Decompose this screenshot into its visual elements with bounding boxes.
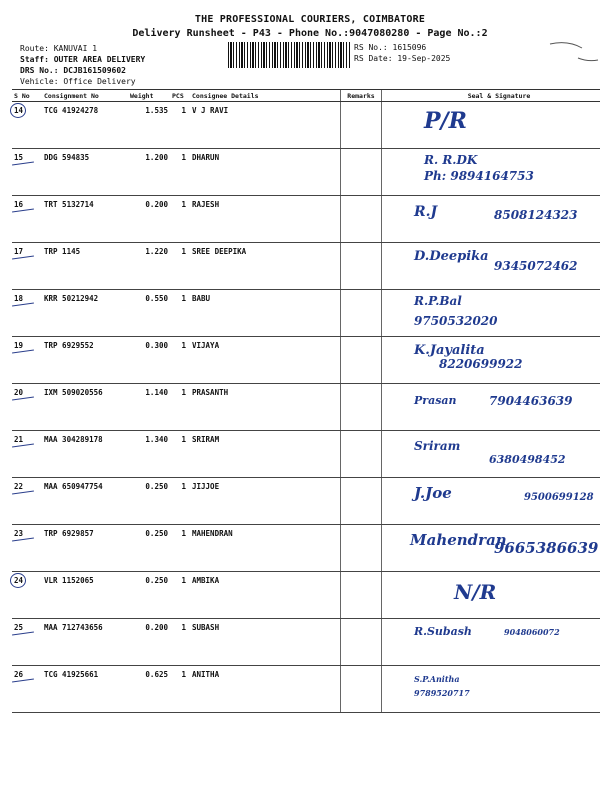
row-remarks [341, 290, 382, 337]
row-seal [382, 384, 600, 431]
row-consignment: TRP 6929552 [42, 337, 128, 384]
row-sno [12, 619, 42, 666]
row-sno [12, 384, 42, 431]
row-pcs: 1 [170, 337, 190, 384]
row-remarks [341, 243, 382, 290]
row-sno [12, 290, 42, 337]
row-pcs: 1 [170, 525, 190, 572]
row-sno-value: 25 [14, 623, 24, 632]
rs-number: RS No.: 1615096 [354, 43, 427, 52]
row-sno [12, 102, 42, 149]
row-remarks [341, 149, 382, 196]
row-consignee: V J RAVI [190, 102, 341, 149]
handwritten-phone: 9750532020 [414, 314, 498, 328]
table-row [12, 290, 600, 337]
handwritten-phone: 8220699922 [439, 357, 523, 371]
row-consignee: VIJAYA [190, 337, 341, 384]
table-row [12, 525, 600, 572]
row-sno-value: 22 [14, 482, 24, 491]
row-consignment: MAA 304289178 [42, 431, 128, 478]
row-consignment: MAA 712743656 [42, 619, 128, 666]
row-sno [12, 243, 42, 290]
row-weight: 1.200 [128, 149, 170, 196]
row-remarks [341, 525, 382, 572]
row-remarks [341, 102, 382, 149]
underline-mark-icon [12, 443, 34, 447]
row-sno [12, 666, 42, 713]
underline-mark-icon [12, 208, 34, 212]
handwritten-signature: R.J [414, 204, 438, 220]
table-row [12, 337, 600, 384]
row-consignee: DHARUN [190, 149, 341, 196]
row-weight: 1.340 [128, 431, 170, 478]
row-pcs: 1 [170, 384, 190, 431]
row-weight: 1.220 [128, 243, 170, 290]
row-seal [382, 572, 600, 619]
underline-mark-icon [12, 490, 34, 494]
handwritten-signature: D.Deepika [414, 249, 489, 264]
table-row [12, 196, 600, 243]
staff-label: Staff: OUTER AREA DELIVERY [20, 55, 146, 64]
underline-mark-icon [12, 349, 34, 353]
row-weight: 0.250 [128, 478, 170, 525]
table-row [12, 149, 600, 196]
row-pcs: 1 [170, 572, 190, 619]
table-row [12, 572, 600, 619]
row-sno [12, 431, 42, 478]
col-consignee: Consignee Details [190, 90, 341, 102]
row-sno-value: 16 [14, 200, 24, 209]
underline-mark-icon [12, 678, 34, 682]
barcode [228, 42, 350, 68]
row-consignment: DDG 594835 [42, 149, 128, 196]
row-seal [382, 619, 600, 666]
handwritten-signature: Prasan [414, 394, 457, 407]
row-pcs: 1 [170, 196, 190, 243]
table-row [12, 619, 600, 666]
row-remarks [341, 196, 382, 243]
col-weight: Weight [128, 90, 170, 102]
row-sno-value: 21 [14, 435, 24, 444]
row-sno-value: 24 [14, 576, 24, 585]
row-sno [12, 149, 42, 196]
row-consignee: BABU [190, 290, 341, 337]
handwritten-phone: 9789520717 [414, 688, 470, 698]
pen-mark-icon [548, 38, 600, 68]
handwritten-signature: Mahendran [410, 531, 507, 549]
row-seal [382, 290, 600, 337]
row-remarks [341, 619, 382, 666]
handwritten-phone: 9048060072 [504, 627, 560, 637]
row-consignment: TRP 1145 [42, 243, 128, 290]
row-remarks [341, 384, 382, 431]
row-sno-value: 23 [14, 529, 24, 538]
handwritten-phone: 7904463639 [489, 394, 573, 408]
row-sno-value: 26 [14, 670, 24, 679]
row-pcs: 1 [170, 431, 190, 478]
table-row [12, 431, 600, 478]
row-seal [382, 478, 600, 525]
underline-mark-icon [12, 161, 34, 165]
row-sno [12, 337, 42, 384]
row-consignment: TCG 41924278 [42, 102, 128, 149]
handwritten-phone: 9500699128 [524, 492, 594, 503]
row-sno-value: 17 [14, 247, 24, 256]
underline-mark-icon [12, 302, 34, 306]
row-consignee: MAHENDRAN [190, 525, 341, 572]
row-pcs: 1 [170, 619, 190, 666]
handwritten-signature: R.P.Bal [414, 294, 462, 308]
row-consignment: MAA 650947754 [42, 478, 128, 525]
row-weight: 1.535 [128, 102, 170, 149]
row-consignee: SREE DEEPIKA [190, 243, 341, 290]
row-sno-value: 20 [14, 388, 24, 397]
row-sno [12, 572, 42, 619]
row-pcs: 1 [170, 290, 190, 337]
row-remarks [341, 431, 382, 478]
company-title: THE PROFESSIONAL COURIERS, COIMBATORE [194, 14, 426, 25]
row-weight: 0.625 [128, 666, 170, 713]
route-meta [20, 43, 145, 87]
handwritten-phone: 9665386639 [494, 539, 599, 557]
row-sno [12, 196, 42, 243]
table-row [12, 384, 600, 431]
handwritten-signature: N/R [454, 580, 497, 604]
row-pcs: 1 [170, 102, 190, 149]
circle-mark-icon [10, 103, 26, 118]
row-consignee: SRIRAM [190, 431, 341, 478]
table-row [12, 243, 600, 290]
underline-mark-icon [12, 255, 34, 259]
circle-mark-icon [10, 573, 26, 588]
row-consignment: TRT 5132714 [42, 196, 128, 243]
col-pcs: PCS [170, 90, 190, 102]
underline-mark-icon [12, 396, 34, 400]
col-remarks: Remarks [341, 90, 382, 102]
row-consignee: JIJJOE [190, 478, 341, 525]
row-pcs: 1 [170, 478, 190, 525]
handwritten-signature: J.Joe [414, 484, 452, 502]
row-seal [382, 149, 600, 196]
runsheet-table [12, 89, 600, 713]
row-consignee: ANITHA [190, 666, 341, 713]
row-pcs: 1 [170, 666, 190, 713]
row-weight: 0.200 [128, 196, 170, 243]
row-seal [382, 431, 600, 478]
underline-mark-icon [12, 537, 34, 541]
row-consignee: RAJESH [190, 196, 341, 243]
row-sno-value: 18 [14, 294, 24, 303]
row-remarks [341, 666, 382, 713]
row-seal [382, 243, 600, 290]
row-consignee: SUBASH [190, 619, 341, 666]
table-row [12, 478, 600, 525]
row-seal [382, 337, 600, 384]
row-pcs: 1 [170, 149, 190, 196]
handwritten-signature: P/R [424, 108, 467, 134]
row-weight: 0.550 [128, 290, 170, 337]
row-weight: 1.140 [128, 384, 170, 431]
handwritten-phone: 9345072462 [494, 259, 578, 273]
row-consignment: VLR 1152065 [42, 572, 128, 619]
row-pcs: 1 [170, 243, 190, 290]
row-weight: 0.250 [128, 572, 170, 619]
col-consignment: Consignment No [42, 90, 128, 102]
handwritten-signature: R. R.DK [424, 153, 478, 167]
row-seal [382, 196, 600, 243]
rs-info [354, 42, 450, 64]
row-sno [12, 478, 42, 525]
handwritten-phone: Ph: 9894164753 [424, 169, 534, 183]
rs-date: RS Date: 19-Sep-2025 [354, 54, 451, 63]
row-consignment: TCG 41925661 [42, 666, 128, 713]
col-seal: Seal & Signature [382, 90, 600, 102]
row-consignee: PRASANTH [190, 384, 341, 431]
row-consignment: TRP 6929857 [42, 525, 128, 572]
row-sno-value: 15 [14, 153, 24, 162]
table-row [12, 102, 600, 149]
row-consignee: AMBIKA [190, 572, 341, 619]
row-sno [12, 525, 42, 572]
row-remarks [341, 572, 382, 619]
table-header-row [12, 90, 600, 102]
row-weight: 0.200 [128, 619, 170, 666]
row-consignment: KRR 50212942 [42, 290, 128, 337]
col-sno: S No [12, 90, 42, 102]
row-remarks [341, 478, 382, 525]
row-remarks [341, 337, 382, 384]
row-seal [382, 525, 600, 572]
handwritten-signature: R.Subash [414, 625, 472, 638]
underline-mark-icon [12, 631, 34, 635]
route-label: Route: KANUVAI 1 [20, 44, 98, 53]
handwritten-phone: 6380498452 [489, 453, 566, 466]
row-weight: 0.300 [128, 337, 170, 384]
runsheet-subtitle: Delivery Runsheet - P43 - Phone No.:9047080280 - Page No.:2 [132, 28, 488, 39]
handwritten-signature: K.Jayalita [414, 343, 485, 358]
handwritten-signature: S.P.Anitha [414, 674, 460, 684]
row-weight: 0.250 [128, 525, 170, 572]
handwritten-phone: 8508124323 [494, 208, 578, 222]
drs-label: DRS No.: DCJB161509602 [20, 66, 126, 75]
vehicle-label: Vehicle: Office Delivery [20, 77, 136, 86]
row-sno-value: 19 [14, 341, 24, 350]
row-seal [382, 666, 600, 713]
row-seal [382, 102, 600, 149]
row-consignment: IXM 509020556 [42, 384, 128, 431]
row-sno-value: 14 [14, 106, 24, 115]
handwritten-signature: Sriram [414, 439, 461, 453]
table-row [12, 666, 600, 713]
